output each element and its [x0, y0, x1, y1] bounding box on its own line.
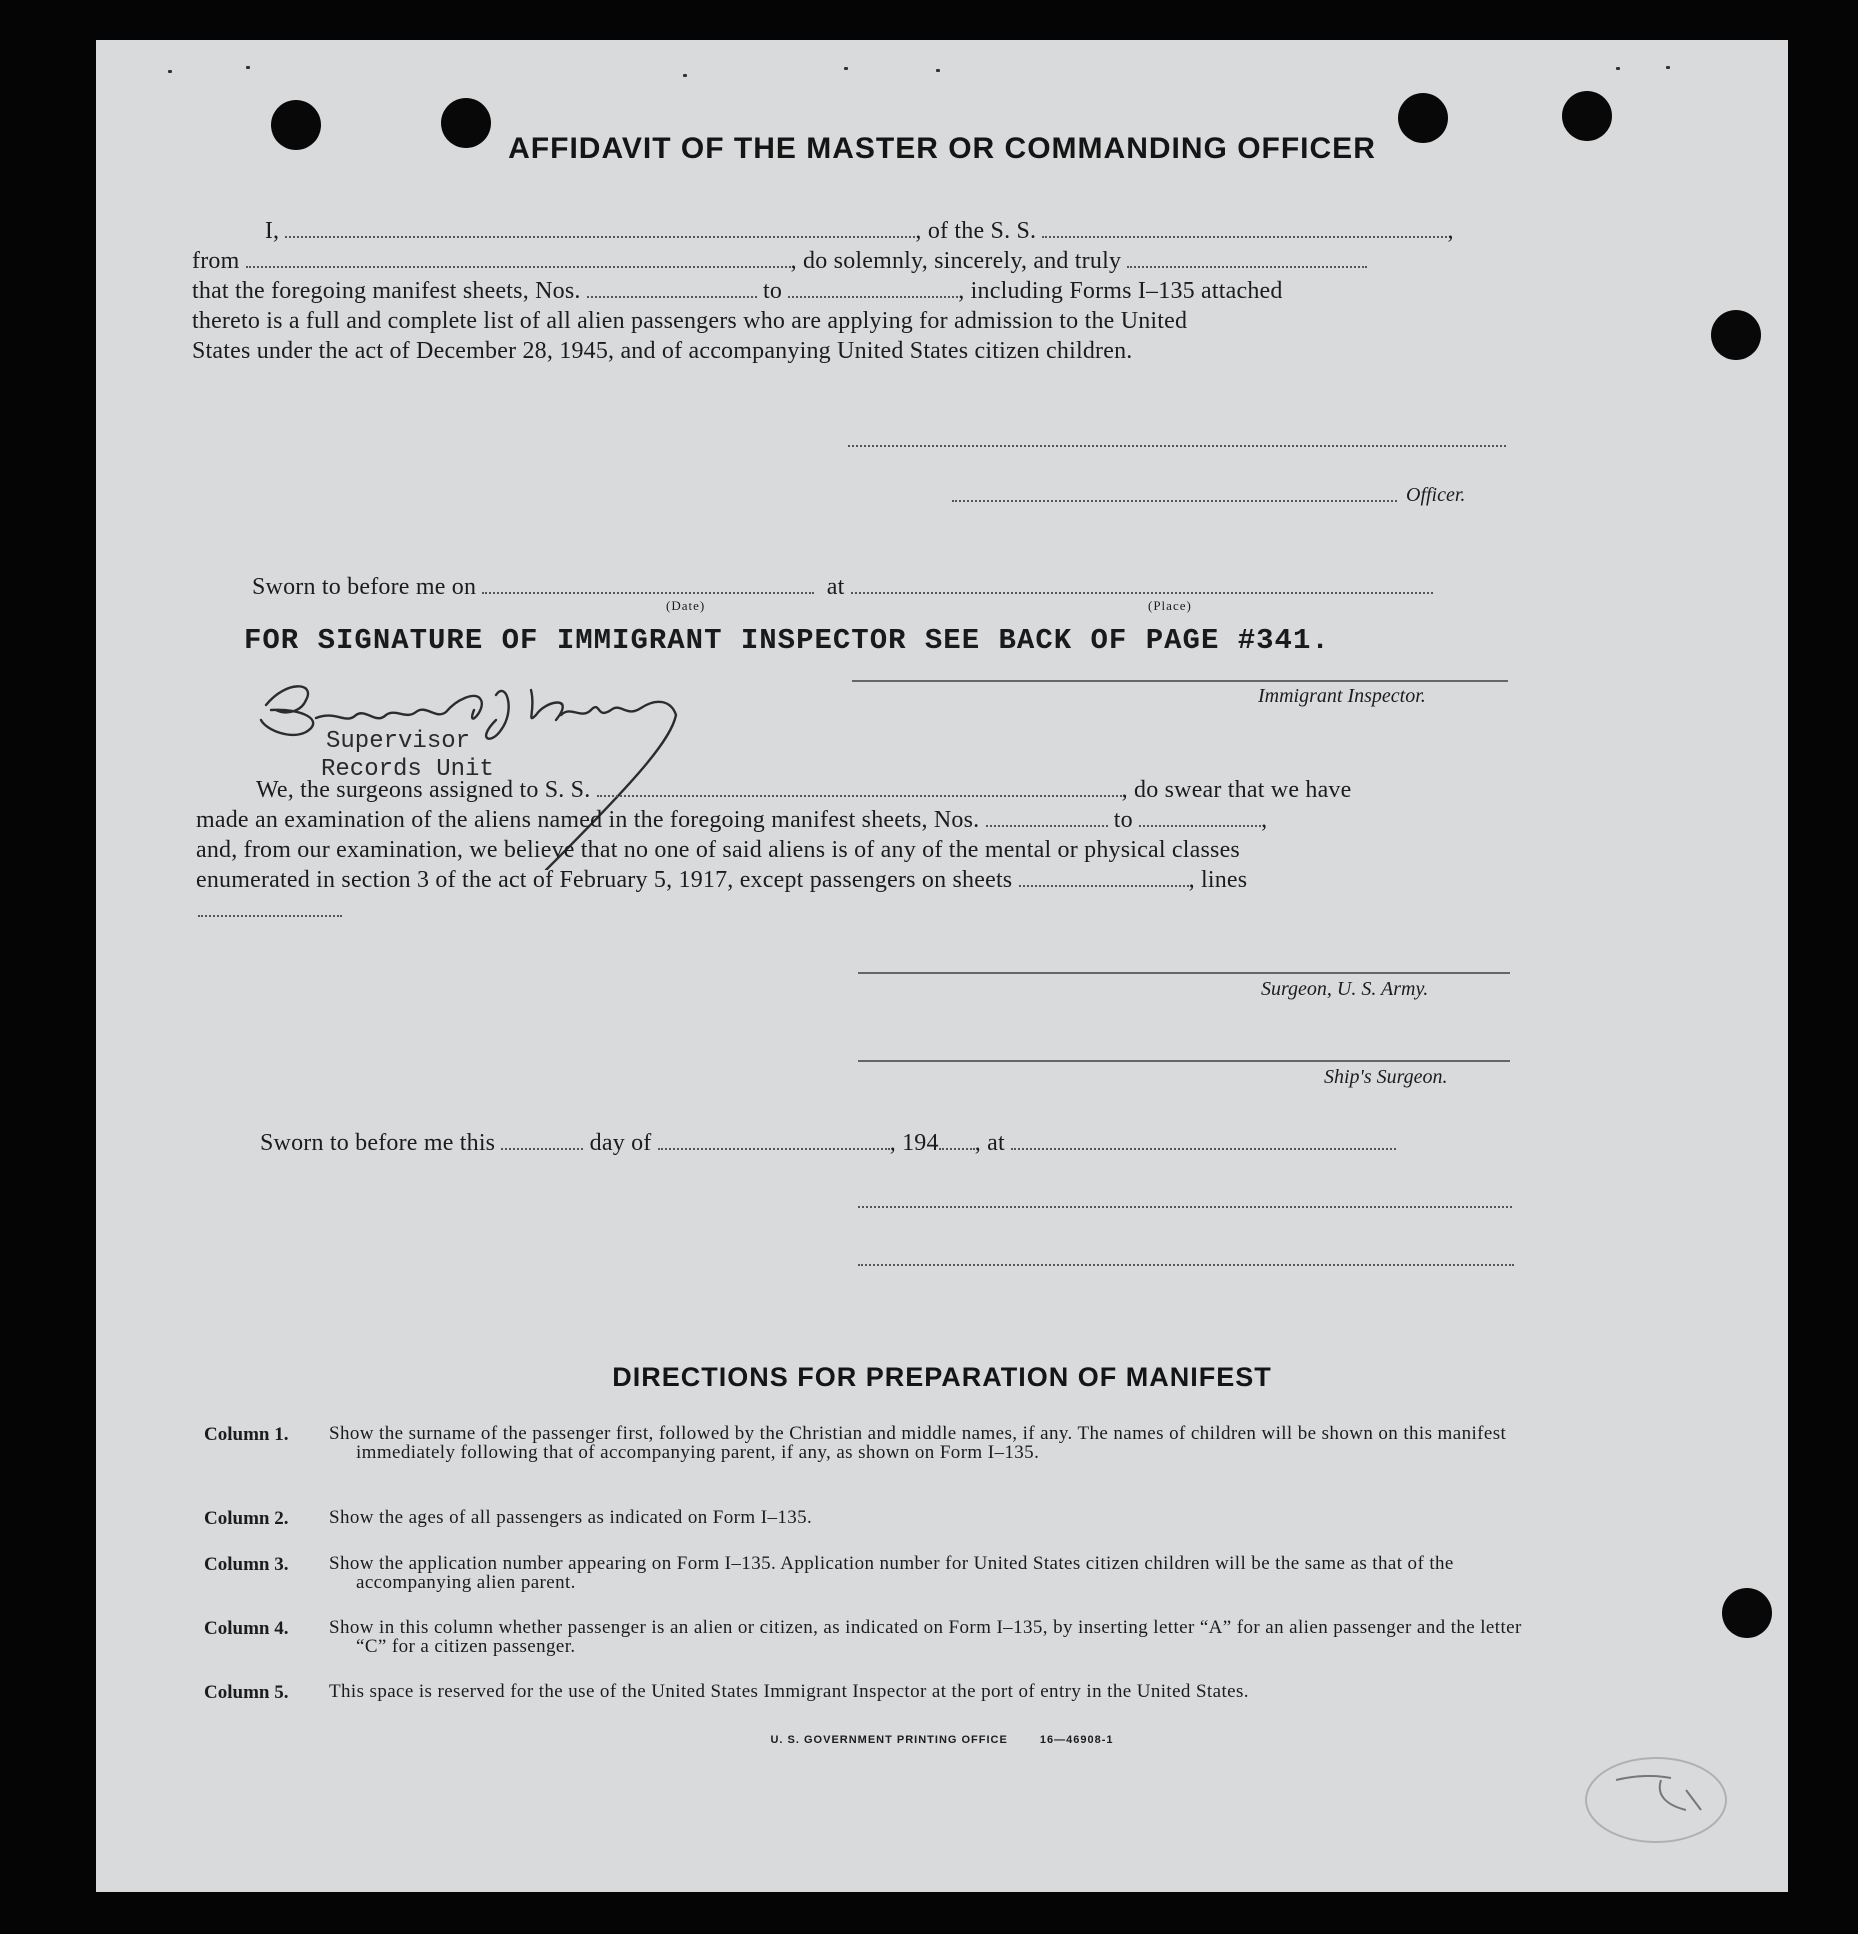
- except-sheets-blank[interactable]: [1019, 865, 1189, 887]
- text: ,: [1447, 218, 1454, 244]
- text: , including Forms I–135 attached: [958, 278, 1283, 304]
- typed-note: FOR SIGNATURE OF IMMIGRANT INSPECTOR SEE BACK OF PAGE #341.: [244, 624, 1330, 657]
- stamp-supervisor: Supervisor: [326, 728, 471, 755]
- stamp-records-unit: Records Unit: [321, 756, 494, 783]
- speck: [683, 74, 687, 77]
- text: , at: [974, 1130, 1005, 1156]
- sworn-line-1: [252, 572, 1433, 602]
- sheet-from-blank[interactable]: [587, 276, 757, 298]
- punch-hole: [1711, 310, 1761, 360]
- inspector-label: Immigrant Inspector.: [1258, 685, 1426, 707]
- printer-name: U. S. GOVERNMENT PRINTING OFFICE: [770, 1734, 1008, 1746]
- text: ,: [1261, 807, 1268, 833]
- affidavit-line-3: [192, 276, 1283, 306]
- text: enumerated in section 3 of the act of February 5, 1917, except passengers on sheets: [196, 867, 1013, 893]
- direction-label: Column 1.: [204, 1424, 289, 1445]
- sworn-line-2: [260, 1128, 1396, 1158]
- from-blank[interactable]: [246, 246, 791, 268]
- place-caption: (Place): [1148, 598, 1192, 613]
- printing-footer: [96, 1734, 1788, 1746]
- document-page: [96, 40, 1788, 1892]
- text: that the foregoing manifest sheets, Nos.: [192, 278, 581, 304]
- name-blank[interactable]: [285, 216, 915, 238]
- direction-text: Show the surname of the passenger first, followed by the Christian and middle names, if any. The names of children will be shown on this manifest immediately following that of accompanying parent, if any, as shown on Form I–135.: [329, 1423, 1507, 1463]
- surgeon-ship-blank[interactable]: [597, 775, 1122, 797]
- officer-label: Officer.: [1406, 484, 1466, 506]
- affidavit-line-4: thereto is a full and complete list of all alien passengers who are applying for admission to the United: [192, 308, 1188, 334]
- sworn2-signature-line-2[interactable]: [858, 1264, 1514, 1266]
- date-caption: (Date): [666, 598, 706, 613]
- month-blank[interactable]: [658, 1128, 890, 1150]
- army-surgeon-signature-line[interactable]: [858, 972, 1510, 974]
- ship-blank[interactable]: [1042, 216, 1447, 238]
- inspector-signature-line[interactable]: [852, 680, 1508, 682]
- direction-text: This space is reserved for the use of the United States Immigrant Inspector at the port of entry in the United States.: [329, 1681, 1249, 1702]
- affidavit-line-5: States under the act of December 28, 1945, and of accompanying United States citizen children.: [192, 338, 1133, 364]
- direction-text: Show in this column whether passenger is an alien or citizen, as indicated on Form I–135, by inserting letter “A” for an alien passenger and the letter “C” for a citizen passenger.: [329, 1617, 1522, 1657]
- speck: [1666, 66, 1670, 69]
- direction-label: Column 4.: [204, 1618, 289, 1639]
- officer-signature-line[interactable]: [848, 445, 1506, 447]
- speck: [246, 66, 250, 69]
- form-code: 16—46908-1: [1039, 1734, 1114, 1746]
- punch-hole: [1722, 1588, 1772, 1638]
- direction-label: Column 3.: [204, 1554, 289, 1575]
- speck: [936, 69, 940, 72]
- direction-label: Column 5.: [204, 1682, 289, 1703]
- affidavit-title: AFFIDAVIT OF THE MASTER OR COMMANDING OFFICER: [508, 132, 1376, 165]
- text: made an examination of the aliens named in the foregoing manifest sheets, Nos.: [196, 807, 980, 833]
- sheet-to-blank[interactable]: [788, 276, 958, 298]
- surgeons-line-3: and, from our examination, we believe that no one of said aliens is of any of the mental or physical classes: [196, 837, 1240, 863]
- text: We, the surgeons assigned to S. S.: [256, 777, 591, 803]
- speck: [844, 67, 848, 70]
- text: day of: [589, 1130, 652, 1156]
- army-surgeon-label: Surgeon, U. S. Army.: [1261, 978, 1429, 1000]
- text: to: [762, 278, 783, 304]
- sworn2-place-blank[interactable]: [1011, 1128, 1396, 1150]
- text: , lines: [1188, 867, 1248, 893]
- ship-surgeon-label: Ship's Surgeon.: [1324, 1066, 1448, 1088]
- text: , do solemnly, sincerely, and truly: [790, 248, 1122, 274]
- surgeon-sheet-from-blank[interactable]: [986, 805, 1108, 827]
- affidavit-line-1: [240, 216, 1454, 246]
- text: I,: [264, 218, 280, 244]
- direction-text: Show the ages of all passengers as indicated on Form I–135.: [329, 1507, 813, 1528]
- surgeons-line-4: [196, 865, 1247, 895]
- direction-label: Column 2.: [204, 1508, 289, 1529]
- direction-text: Show the application number appearing on Form I–135. Application number for United States citizen children will be the same as that of the accompanying alien parent.: [329, 1553, 1454, 1593]
- text: from: [192, 248, 240, 274]
- year-blank[interactable]: [939, 1128, 975, 1150]
- text: Sworn to before me on: [252, 574, 477, 600]
- text: at: [826, 574, 845, 600]
- surgeons-line-2: [196, 805, 1267, 835]
- text: Sworn to before me this: [260, 1130, 496, 1156]
- text: to: [1113, 807, 1133, 833]
- speck: [1616, 67, 1620, 70]
- text: , do swear that we have: [1121, 777, 1352, 803]
- ship-surgeon-signature-line[interactable]: [858, 1060, 1510, 1062]
- truly-blank[interactable]: [1127, 246, 1367, 268]
- officer-title-line[interactable]: [952, 500, 1397, 502]
- lines-blank[interactable]: [198, 915, 342, 917]
- surgeon-sheet-to-blank[interactable]: [1139, 805, 1261, 827]
- affidavit-line-2: [192, 246, 1367, 276]
- sworn-place-blank[interactable]: [851, 572, 1433, 594]
- sworn2-signature-line-1[interactable]: [858, 1206, 1512, 1208]
- text: , of the S. S.: [915, 218, 1037, 244]
- speck: [168, 70, 172, 73]
- sworn-date-blank[interactable]: [482, 572, 814, 594]
- day-blank[interactable]: [501, 1128, 583, 1150]
- directions-title: DIRECTIONS FOR PREPARATION OF MANIFEST: [612, 1362, 1272, 1392]
- text: , 194: [889, 1130, 939, 1156]
- surgeons-line-1: [256, 775, 1351, 805]
- pencil-mark: [1576, 1740, 1736, 1860]
